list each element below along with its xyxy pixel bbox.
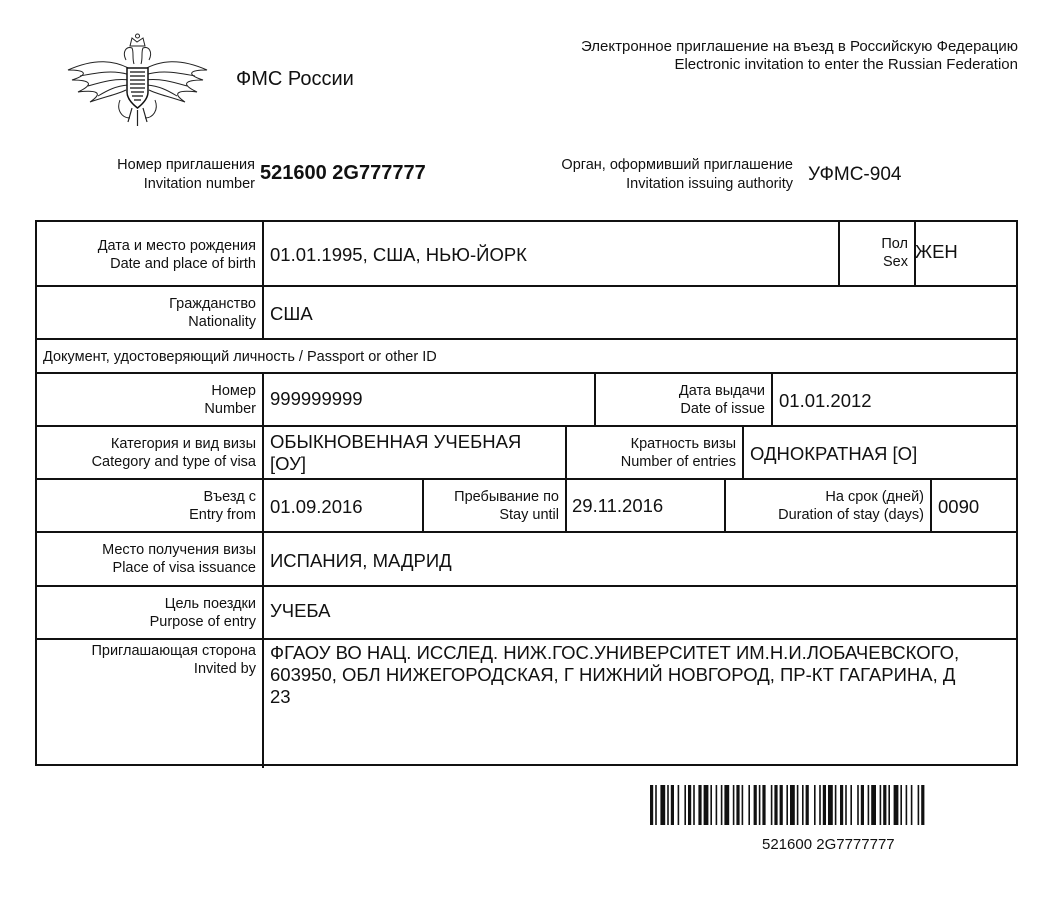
visa-category-value-line2: [ОУ] (270, 453, 307, 474)
barcode-bar (667, 785, 669, 825)
barcode-bar (724, 785, 729, 825)
barcode-bar (868, 785, 870, 825)
issuance-place-label (37, 541, 256, 577)
barcode-bar (850, 785, 852, 825)
issuance-place-value: ИСПАНИЯ, МАДРИД (270, 550, 452, 571)
nationality-label-ru: Гражданство (169, 296, 256, 312)
passport-number-label (37, 382, 256, 418)
barcode-bar (806, 785, 809, 825)
stay-until-label (425, 488, 559, 524)
barcode-bar (721, 785, 723, 825)
sex-label-en: Sex (883, 254, 908, 270)
barcode-bar (814, 785, 816, 825)
number-of-entries-value: ОДНОКРАТНАЯ [О] (750, 443, 918, 464)
nationality-label-en: Nationality (188, 314, 256, 330)
invitation-number-label-ru: Номер приглашения (117, 157, 255, 173)
nationality-value: США (270, 303, 313, 324)
visa-category-label (37, 435, 256, 471)
document-title (581, 38, 1018, 74)
barcode-bar (762, 785, 765, 825)
stay-until-label-en: Stay until (499, 507, 559, 523)
issuing-authority-value: УФМС-904 (808, 164, 902, 185)
barcode-bar (880, 785, 882, 825)
row-divider (37, 338, 1016, 340)
purpose-label (37, 595, 256, 631)
row-divider (37, 478, 1016, 480)
entry-from-label-en: Entry from (189, 507, 256, 523)
barcode-bar (748, 785, 750, 825)
entry-from-label-ru: Въезд с (203, 489, 256, 505)
barcode-text: 521600 2G7777777 (762, 836, 895, 853)
invited-by-value (270, 642, 959, 708)
barcode-bar (911, 785, 913, 825)
barcode-bar (774, 785, 777, 825)
barcode-bar (688, 785, 691, 825)
barcode-bar (684, 785, 686, 825)
barcode-bar (759, 785, 761, 825)
organization-name: ФМС России (236, 68, 354, 90)
barcode-bar (861, 785, 864, 825)
barcode-bar (771, 785, 773, 825)
barcode-bar (704, 785, 709, 825)
stay-until-label-ru: Пребывание по (454, 489, 559, 505)
issuing-authority-label-en: Invitation issuing authority (626, 176, 793, 192)
invited-by-label-ru: Приглашающая сторона (91, 643, 256, 659)
barcode-bar (754, 785, 757, 825)
barcode-bar (780, 785, 783, 825)
issuance-place-label-ru: Место получения визы (102, 542, 256, 558)
invitation-number-label (90, 156, 255, 194)
double-headed-eagle-emblem-icon (60, 30, 215, 130)
row-divider (37, 285, 1016, 287)
passport-number-value: 999999999 (270, 388, 363, 409)
column-divider (724, 478, 726, 531)
barcode-bar (742, 785, 744, 825)
issuing-authority-label (520, 156, 793, 194)
barcode-bar (733, 785, 735, 825)
barcode-bar (906, 785, 908, 825)
date-of-issue-label-en: Date of issue (680, 401, 765, 417)
date-of-issue-value: 01.01.2012 (779, 390, 872, 411)
duration-label (727, 488, 924, 524)
invitation-number-label-en: Invitation number (143, 176, 255, 192)
purpose-value: УЧЕБА (270, 600, 331, 621)
barcode-bar (828, 785, 833, 825)
document-title-ru: Электронное приглашение на въезд в Российскую Федерацию (581, 38, 1018, 55)
sex-label-ru: Пол (881, 236, 908, 252)
column-divider (930, 478, 932, 531)
row-divider (37, 425, 1016, 427)
visa-category-label-en: Category and type of visa (91, 454, 256, 470)
birth-label-ru: Дата и место рождения (97, 238, 256, 254)
row-divider (37, 531, 1016, 533)
sex-label (842, 235, 908, 271)
column-divider (742, 425, 744, 478)
entry-from-value: 01.09.2016 (270, 496, 363, 517)
document-title-en: Electronic invitation to enter the Russian Federation (674, 56, 1018, 73)
barcode-bar (802, 785, 804, 825)
row-divider (37, 372, 1016, 374)
column-divider (565, 425, 567, 478)
barcode-bar (819, 785, 821, 825)
purpose-label-ru: Цель поездки (164, 596, 256, 612)
issuing-authority-label-ru: Орган, оформивший приглашение (561, 157, 793, 173)
barcode-bar (840, 785, 843, 825)
invited-by-label (37, 642, 256, 678)
birth-label (37, 237, 256, 273)
number-of-entries-label (568, 435, 736, 471)
barcode-bar (678, 785, 680, 825)
duration-label-ru: На срок (дней) (825, 489, 924, 505)
barcode-bar (871, 785, 876, 825)
invited-by-line2: 603950, ОБЛ НИЖЕГОРОДСКАЯ, Г НИЖНИЙ НОВГОРОД, ПР-КТ ГАГАРИНА, Д (270, 664, 956, 685)
date-of-issue-label (597, 382, 765, 418)
number-of-entries-label-ru: Кратность визы (630, 436, 736, 452)
barcode-bar (693, 785, 695, 825)
passport-number-label-ru: Номер (211, 383, 256, 399)
barcode-bar (883, 785, 886, 825)
nationality-label (37, 295, 256, 331)
barcode-bar (650, 785, 653, 825)
birth-label-en: Date and place of birth (110, 256, 256, 272)
column-divider (771, 372, 773, 425)
duration-value: 0090 (938, 496, 980, 517)
sex-value: ЖЕН (915, 241, 958, 262)
column-divider (422, 478, 424, 531)
visa-category-label-ru: Категория и вид визы (110, 436, 256, 452)
invited-by-line1: ФГАОУ ВО НАЦ. ИССЛЕД. НИЖ.ГОС.УНИВЕРСИТЕТ ИМ.Н.И.ЛОБАЧЕВСКОГО, (270, 642, 960, 663)
barcode-bar (888, 785, 890, 825)
number-of-entries-label-en: Number of entries (620, 454, 736, 470)
barcode-bar (918, 785, 920, 825)
birth-value: 01.01.1995, США, НЬЮ-ЙОРК (270, 244, 527, 265)
barcode (650, 785, 1020, 825)
visa-category-value (270, 431, 521, 475)
invited-by-label-en: Invited by (193, 661, 256, 677)
invited-by-line3: 23 (270, 686, 291, 707)
barcode-bar (736, 785, 739, 825)
barcode-bar (894, 785, 899, 825)
invitation-details-table (35, 220, 1018, 766)
barcode-bar (698, 785, 701, 825)
column-divider (262, 222, 264, 338)
barcode-bar (900, 785, 902, 825)
barcode-bar (786, 785, 788, 825)
entry-from-label (37, 488, 256, 524)
row-divider (37, 585, 1016, 587)
barcode-bar (655, 785, 657, 825)
barcode-bar (823, 785, 826, 825)
invitation-number-value: 521600 2G777777 (260, 162, 426, 184)
purpose-label-en: Purpose of entry (149, 614, 256, 630)
barcode-bar (671, 785, 674, 825)
barcode-bar (716, 785, 718, 825)
date-of-issue-label-ru: Дата выдачи (678, 383, 765, 399)
issuance-place-label-en: Place of visa issuance (112, 560, 256, 576)
barcode-bar (857, 785, 859, 825)
row-divider (37, 638, 1016, 640)
column-divider (262, 372, 264, 768)
barcode-bar (835, 785, 837, 825)
column-divider (838, 222, 840, 285)
duration-label-en: Duration of stay (days) (778, 507, 924, 523)
document-section-heading: Документ, удостоверяющий личность / Passport or other ID (43, 349, 437, 365)
stay-until-value: 29.11.2016 (572, 495, 664, 516)
barcode-bar (797, 785, 799, 825)
barcode-bar (921, 785, 924, 825)
barcode-bar (845, 785, 847, 825)
barcode-bar (710, 785, 712, 825)
column-divider (594, 372, 596, 425)
passport-number-label-en: Number (204, 401, 256, 417)
barcode-bar (660, 785, 665, 825)
barcode-bar (790, 785, 795, 825)
visa-category-value-line1: ОБЫКНОВЕННАЯ УЧЕБНАЯ (270, 431, 522, 452)
column-divider (565, 478, 567, 531)
